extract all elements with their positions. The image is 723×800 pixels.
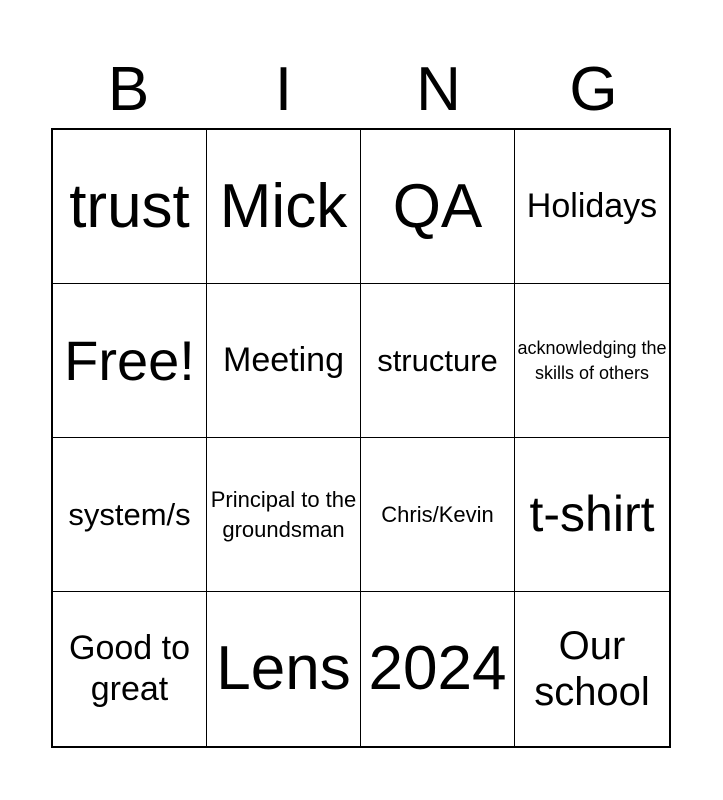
bingo-header: [51, 52, 671, 128]
bingo-cell-mick[interactable]: [207, 130, 361, 284]
bingo-cell-systems[interactable]: [53, 438, 207, 592]
bingo-cell-2024[interactable]: [361, 592, 515, 746]
cell-label: structure: [377, 342, 498, 378]
bingo-cell-free[interactable]: [53, 284, 207, 438]
cell-label: Good to great: [69, 629, 190, 708]
cell-label: Free!: [64, 328, 195, 392]
cell-label: trust: [69, 171, 190, 241]
bingo-cell-holidays[interactable]: [515, 130, 669, 284]
cell-label: Principal to the groundsman: [210, 486, 357, 542]
cell-label: t-shirt: [529, 486, 655, 542]
header-letter-g: G: [569, 55, 618, 124]
bingo-cell-good-to-great[interactable]: [53, 592, 207, 746]
bingo-cell-t-shirt[interactable]: [515, 438, 669, 592]
cell-label: Our school: [534, 624, 650, 714]
cell-label: Mick: [219, 171, 348, 241]
bingo-board: [51, 128, 671, 748]
bingo-cell-qa[interactable]: [361, 130, 515, 284]
cell-label: Meeting: [223, 341, 344, 380]
header-letter-b: B: [107, 55, 150, 124]
bingo-cell-chris-kevin[interactable]: [361, 438, 515, 592]
bingo-cell-principal-groundsman[interactable]: [207, 438, 361, 592]
bingo-cell-structure[interactable]: [361, 284, 515, 438]
bingo-cell-meeting[interactable]: [207, 284, 361, 438]
bingo-cell-our-school[interactable]: [515, 592, 669, 746]
cell-label: system/s: [68, 496, 191, 532]
cell-label: acknowledging the skills of others: [517, 338, 667, 383]
bingo-cell-trust[interactable]: [53, 130, 207, 284]
cell-label: QA: [392, 171, 483, 241]
cell-label: Lens: [216, 634, 351, 703]
cell-label: 2024: [368, 634, 507, 703]
bingo-cell-acknowledging-skills[interactable]: [515, 284, 669, 438]
cell-label: Chris/Kevin: [381, 501, 494, 527]
header-letter-i: I: [274, 55, 293, 124]
bingo-cell-lens[interactable]: [207, 592, 361, 746]
header-letter-n: N: [416, 55, 461, 124]
cell-label: Holidays: [526, 187, 658, 226]
